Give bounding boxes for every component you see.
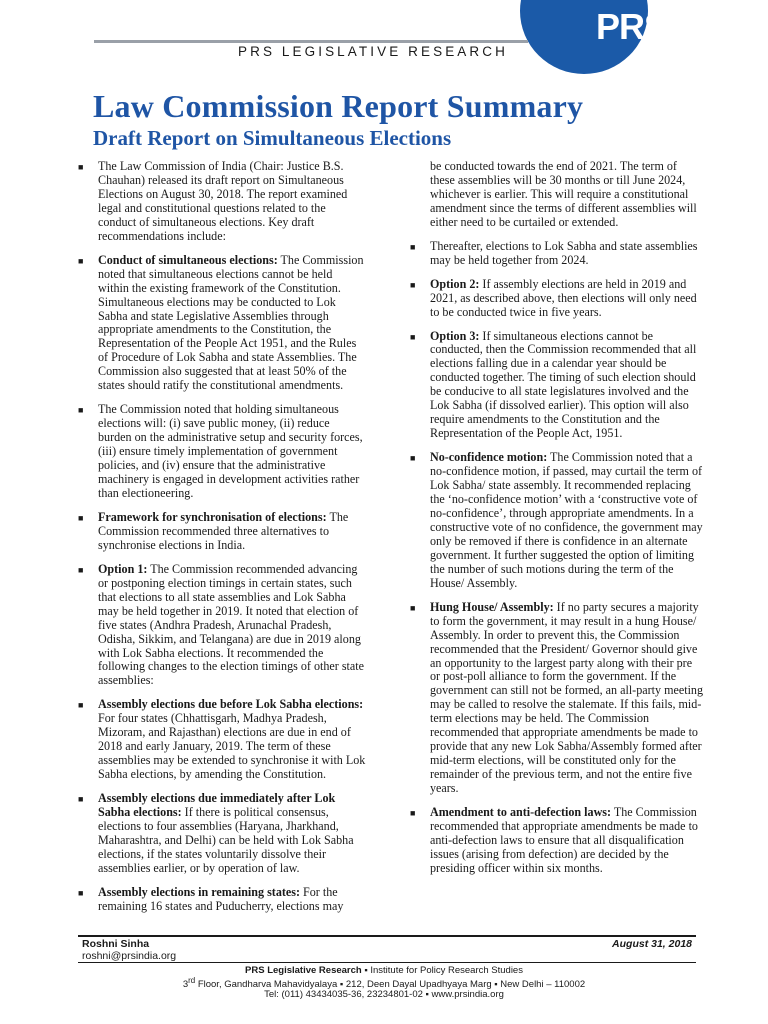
square-bullet-icon: ■: [78, 564, 84, 575]
square-bullet-icon: ■: [78, 512, 84, 523]
list-item: ■ The Commission noted that holding simultaneous elections will: (i) save public money, (ii) reduce burden on the administrative setup and security forces, (iii) ensure timely implementation of government policies, and (iv) ensure that the administrative machinery is engaged in development activities rather than electioneering.: [78, 402, 363, 500]
square-bullet-icon: ■: [410, 279, 416, 290]
prs-logo: [520, 0, 668, 74]
square-bullet-icon: ■: [410, 602, 416, 613]
author-email[interactable]: roshni@prsindia.org: [82, 950, 177, 962]
square-bullet-icon: ■: [78, 794, 84, 805]
logo-text: PRS: [596, 6, 668, 47]
list-item: ■ Amendment to anti-defection laws: The Commission recommended that appropriate amendments be made to anti-defection laws to ensure that all disqualification issues (arising from defection) are decided by the presiding officer within six months.: [410, 805, 698, 875]
list-item: ■ Option 2: If assembly elections are held in 2019 and 2021, as described above, then elections will only need to be conducted twice in five years.: [410, 276, 697, 319]
list-item: ■ Framework for synchronisation of elections: The Commission recommended three alternatives to synchronise elections in India.: [78, 509, 349, 552]
square-bullet-icon: ■: [410, 808, 416, 819]
square-bullet-icon: ■: [78, 887, 84, 898]
list-item: ■ Thereafter, elections to Lok Sabha and state assemblies may be held together from 2024.: [410, 238, 698, 267]
list-item: ■ Conduct of simultaneous elections: The Commission noted that simultaneous elections cannot be held within the existing framework of the Constitution. Simultaneous elections may be conducted to Lok Sabha and state Legislative Assemblies through appropriate amendments to the Constitution, the Representation of the People Act 1951, and the Rules of Procedure of Lok Sabha and state Assemblies. The Commission also suggested that at least 50% of the states should ratify the constitutional amendments.: [78, 252, 364, 393]
list-item: ■ The Law Commission of India (Chair: Justice B.S. Chauhan) released its draft report on Simultaneous Elections on August 30, 2018. The report examined legal and constitutional questions related to the conduct of simultaneous elections. Key draft recommendations include:: [78, 159, 348, 243]
author-name: Roshni Sinha: [82, 938, 150, 950]
footer-address: 3rd Floor, Gandharva Mahavidyalaya ▪ 212, Deen Dayal Upadhyaya Marg ▪ New Delhi – 110002: [182, 976, 586, 991]
list-item: ■ Assembly elections due before Lok Sabha elections: For four states (Chhattisgarh, Madhya Pradesh, Mizoram, and Rajasthan) elections are due in end of 2018 and early January, 2019. The term of these assemblies may be extended to synchronise it with Lok Sabha elections, by amending the Constitution.: [78, 697, 366, 782]
square-bullet-icon: ■: [78, 162, 84, 172]
list-item-continued: be conducted towards the end of 2021. The term of these assemblies will be 30 months or till June 2024, whichever is earlier. This will require a constitutional amendment since the terms of different assemblies will either need to be curtailed or extended.: [430, 159, 697, 229]
org-name: PRS LEGISLATIVE RESEARCH: [238, 44, 508, 59]
publication-date: August 31, 2018: [612, 938, 692, 950]
list-item: ■ Assembly elections due immediately after Lok Sabha elections: If there is political consensus, elections to four assemblies (Haryana, Jharkhand, Maharashtra, and Delhi) can be held with Lok Sabha elections, if the states voluntarily dissolve their assemblies earlier, or by operation of law.: [78, 791, 354, 875]
square-bullet-icon: ■: [410, 241, 416, 252]
page-subtitle: Draft Report on Simultaneous Elections: [93, 126, 452, 150]
footer-org: PRS Legislative Research ▪ Institute for Policy Research Studies: [245, 965, 523, 976]
footer-rule: [78, 935, 696, 937]
header-rule: [94, 40, 528, 43]
square-bullet-icon: ■: [78, 405, 84, 416]
footer-rule-thin: [78, 962, 696, 963]
list-item: ■ Option 3: If simultaneous elections cannot be conducted, then the Commission recommended that all elections falling due in a calendar year should be conducted together. The timing of such election should be conducive to all state legislatures involved and the Lok Sabha (if dissolved earlier). This option will also require amendments to the Constitution and the Representation of the People Act, 1951.: [410, 328, 697, 441]
square-bullet-icon: ■: [410, 453, 416, 464]
square-bullet-icon: ■: [78, 700, 84, 711]
right-column: [410, 160, 704, 886]
square-bullet-icon: ■: [410, 331, 416, 342]
list-item: ■ Hung House/ Assembly: If no party secures a majority to form the government, it may result in a hung House/ Assembly. In order to prevent this, the Commission recommended that the President/ Governor should give an opportunity to the largest party along with their pre or post-poll alliance to form the government. If the government can still not be formed, an all-party meeting may be called to resolve the stalemate. If this fails, mid-term elections may be held. The Commission recommended that appropriate amendments be made to provide that any new Lok Sabha/Assembly formed after mid-term elections, will be constituted only for the remainder of the previous term, and not the entire five years.: [410, 599, 704, 796]
list-item: ■ Assembly elections in remaining states: For the remaining 16 states and Puducherry, elections may: [78, 884, 344, 913]
page-title: Law Commission Report Summary: [93, 88, 584, 124]
square-bullet-icon: ■: [78, 255, 84, 266]
list-item: ■ Option 1: The Commission recommended advancing or postponing election timings in certain states, such that elections to all state assemblies and Lok Sabha may be held together in 2019. It noted that election of five states (Andhra Pradesh, Arunachal Pradesh, Odisha, Sikkim, and Telangana) are due in 2019 along with Lok Sabha elections. It recommended the following changes to the election timings of other state assemblies:: [78, 561, 364, 688]
left-column: [78, 160, 366, 924]
list-item: ■ No-confidence motion: The Commission noted that a no-confidence motion, if passed, may curtail the term of Lok Sabha/ state assembly. It recommended replacing the ‘no-confidence motion’ with a ‘constructive vote of no-confidence’, through appropriate amendments. In a constructive vote of no confidence, the government may only be removed if there is confidence in an alternate government. It further suggested the option of limiting the number of such motions during the term of the House/ Assembly.: [410, 450, 703, 590]
footer-contact[interactable]: Tel: (011) 43434035-36, 23234801-02 ▪ www.prsindia.org: [264, 989, 504, 1000]
